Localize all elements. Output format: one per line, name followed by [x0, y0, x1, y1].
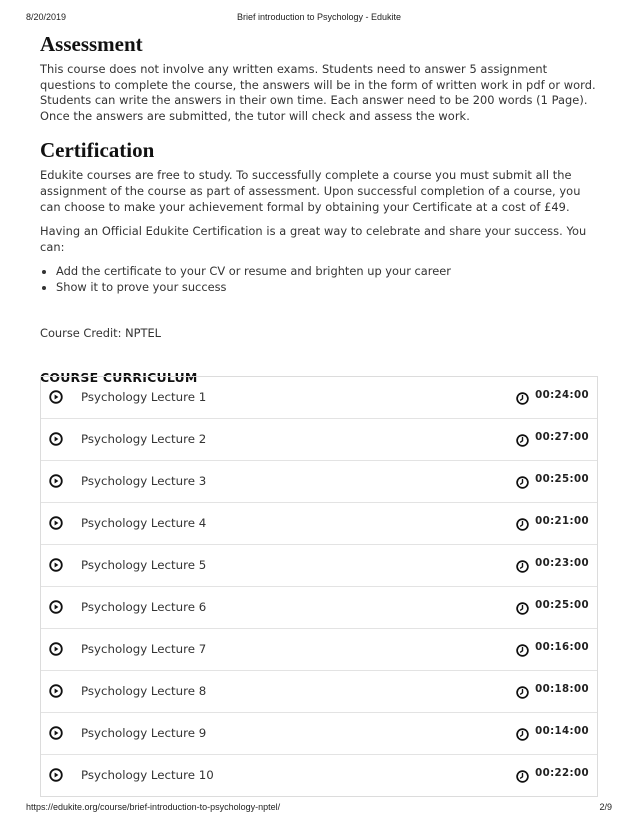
- clock-icon: [516, 474, 529, 487]
- course-credit: Course Credit: NPTEL: [40, 325, 161, 340]
- print-title: Brief introduction to Psychology - Edukite: [236, 12, 402, 22]
- lecture-duration: 00:24:00: [535, 390, 589, 401]
- lecture-title[interactable]: Psychology Lecture 9: [81, 726, 207, 740]
- lecture-duration: 00:14:00: [535, 726, 589, 737]
- lecture-title[interactable]: Psychology Lecture 8: [81, 684, 207, 698]
- certification-benefits-intro: Having an Official Edukite Certification is a great way to celebrate and share your success. You can:: [40, 224, 587, 254]
- clock-icon: [516, 600, 529, 613]
- list-item: • Show it to prove your success: [56, 280, 598, 296]
- play-circle-icon[interactable]: [49, 557, 63, 571]
- list-item: • Add the certificate to your CV or resume and brighten up your career: [56, 264, 598, 280]
- clock-icon: [516, 516, 529, 529]
- clock-icon: [516, 390, 529, 403]
- play-circle-icon[interactable]: [49, 599, 63, 613]
- lecture-title[interactable]: Psychology Lecture 3: [81, 474, 207, 488]
- assessment-text: This course does not involve any written exams. Students need to answer 5 assignment questions to complete the course, the answers will be in the form of written work in pdf or word. Students can write the answers in their own time. Each answer need to be 200 words (1 Page). Once the answers are submitted, the tutor will check and assess the work.: [40, 62, 596, 123]
- lecture-title[interactable]: Psychology Lecture 10: [81, 768, 214, 782]
- lecture-duration: 00:27:00: [535, 432, 589, 443]
- lecture-duration: 00:16:00: [535, 642, 589, 653]
- print-date: 8/20/2019: [26, 12, 67, 22]
- lecture-row[interactable]: [41, 629, 597, 671]
- lecture-title[interactable]: Psychology Lecture 4: [81, 516, 207, 530]
- lecture-title[interactable]: Psychology Lecture 2: [81, 432, 207, 446]
- clock-icon: [516, 726, 529, 739]
- play-circle-icon[interactable]: [49, 431, 63, 445]
- print-url: https://edukite.org/course/brief-introduction-to-psychology-nptel/: [26, 802, 281, 812]
- play-circle-icon[interactable]: [49, 515, 63, 529]
- play-circle-icon[interactable]: [49, 641, 63, 655]
- play-circle-icon[interactable]: [49, 473, 63, 487]
- clock-icon: [516, 768, 529, 781]
- lecture-title[interactable]: Psychology Lecture 7: [81, 642, 207, 656]
- clock-icon: [516, 558, 529, 571]
- clock-icon: [516, 432, 529, 445]
- page-number: 2/9: [599, 802, 612, 812]
- lecture-duration: 00:18:00: [535, 684, 589, 695]
- lecture-row[interactable]: [41, 461, 597, 503]
- certification-text: Edukite courses are free to study. To successfully complete a course you must submit all the assignment of the course as part of assessment. Upon successful completion of a course, you can choose to make your achievement formal by obtaining your Certificate at a cost of £49.: [40, 168, 581, 214]
- lecture-duration: 00:25:00: [535, 474, 589, 485]
- play-circle-icon[interactable]: [49, 389, 63, 403]
- play-circle-icon[interactable]: [49, 767, 63, 781]
- curriculum-list: [40, 376, 598, 797]
- play-circle-icon[interactable]: [49, 683, 63, 697]
- lecture-row[interactable]: [41, 503, 597, 545]
- curriculum-heading: COURSE CURRICULUM: [40, 369, 198, 385]
- lecture-row[interactable]: [41, 713, 597, 755]
- page-content: [40, 32, 598, 385]
- lecture-title[interactable]: Psychology Lecture 6: [81, 600, 207, 614]
- lecture-row[interactable]: [41, 587, 597, 629]
- lecture-row[interactable]: [41, 671, 597, 713]
- lecture-row[interactable]: [41, 545, 597, 587]
- lecture-duration: 00:25:00: [535, 600, 589, 611]
- lecture-row[interactable]: [41, 377, 597, 419]
- lecture-title[interactable]: Psychology Lecture 5: [81, 558, 207, 572]
- clock-icon: [516, 642, 529, 655]
- lecture-title[interactable]: Psychology Lecture 1: [81, 390, 207, 404]
- assessment-heading: Assessment: [40, 32, 143, 56]
- certification-benefits-list: [40, 264, 598, 295]
- clock-icon: [516, 684, 529, 697]
- lecture-row[interactable]: [41, 419, 597, 461]
- lecture-duration: 00:23:00: [535, 558, 589, 569]
- play-circle-icon[interactable]: [49, 725, 63, 739]
- lecture-row[interactable]: [41, 755, 597, 796]
- lecture-duration: 00:21:00: [535, 516, 589, 527]
- print-footer: [26, 802, 612, 814]
- certification-heading: Certification: [40, 138, 155, 163]
- lecture-duration: 00:22:00: [535, 768, 589, 779]
- print-header: [26, 12, 612, 24]
